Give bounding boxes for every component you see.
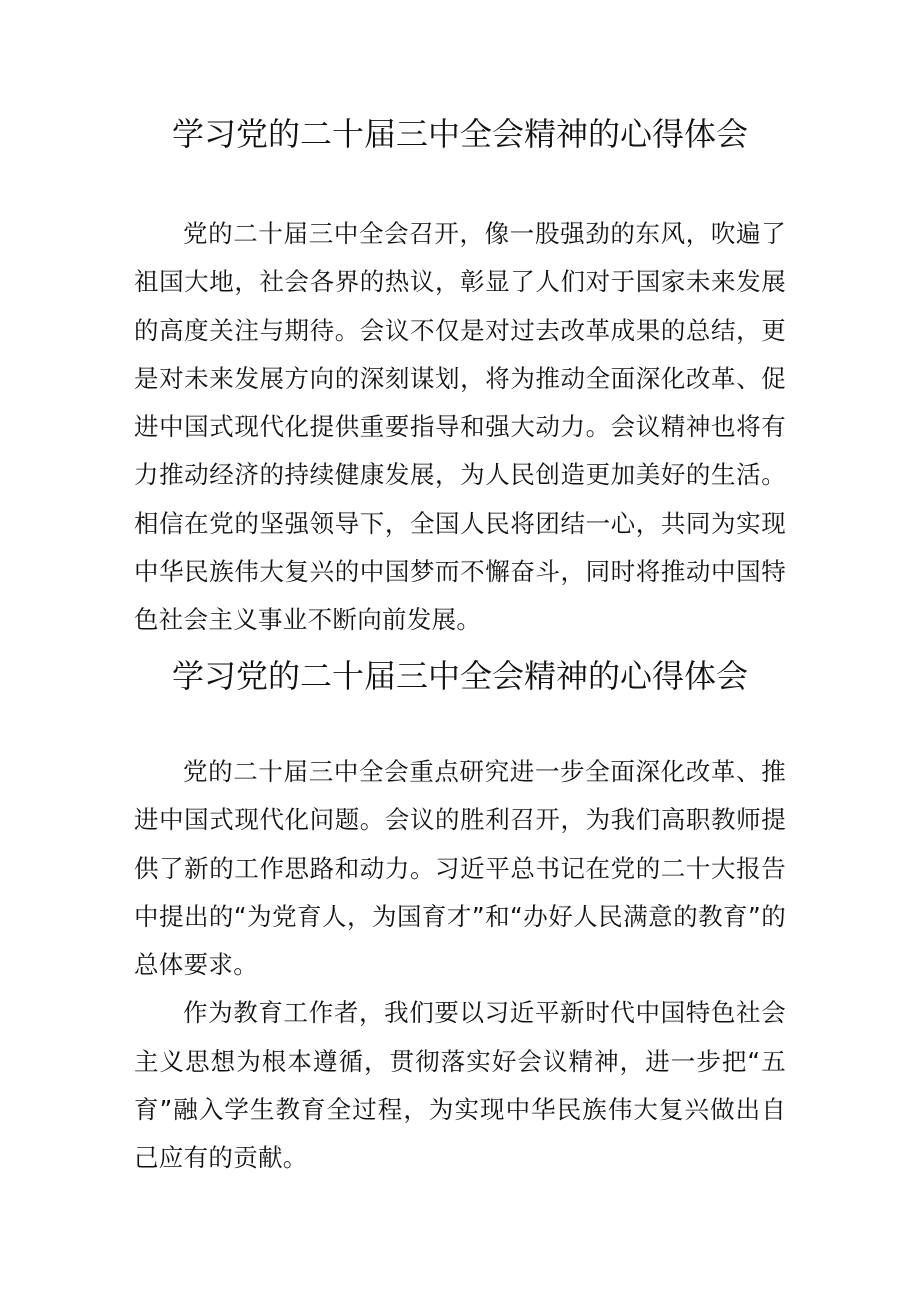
- section-2-title: 学习党的二十届三中全会精神的心得体会: [171, 657, 748, 695]
- section-1: [134, 110, 786, 645]
- section-2-paragraph-2: 作为教育工作者，我们要以习近平新时代中国特色社会主义思想为根本遵循，贯彻落实好会议精神，进一步把“五育”融入学生教育全过程，为实现中华民族伟大复兴做出自己应有的贡献。: [134, 998, 786, 1173]
- section-1-paragraph-1: 党的二十届三中全会召开，像一股强劲的东风，吹遍了祖国大地，社会各界的热议，彰显了人们对于国家未来发展的高度关注与期待。会议不仅是对过去改革成果的总结，更是对未来发展方向的深刻谋划，将为推动全面深化改革、促进中国式现代化提供重要指导和强大动力。会议精神也将有力推动经济的持续健康发展，为人民创造更加美好的生活。相信在党的坚强领导下，全国人民将团结一心，共同为实现中华民族伟大复兴的中国梦而不懈奋斗，同时将推动中国特色社会主义事业不断向前发展。: [134, 219, 786, 635]
- section-2-paragraph-1: 党的二十届三中全会重点研究进一步全面深化改革、推进中国式现代化问题。会议的胜利召开，为我们高职教师提供了新的工作思路和动力。习近平总书记在党的二十大报告中提出的“为党育人，为国育才”和“办好人民满意的教育”的总体要求。: [134, 757, 786, 980]
- section-1-title: 学习党的二十届三中全会精神的心得体会: [171, 115, 748, 153]
- section-2: [134, 652, 786, 1183]
